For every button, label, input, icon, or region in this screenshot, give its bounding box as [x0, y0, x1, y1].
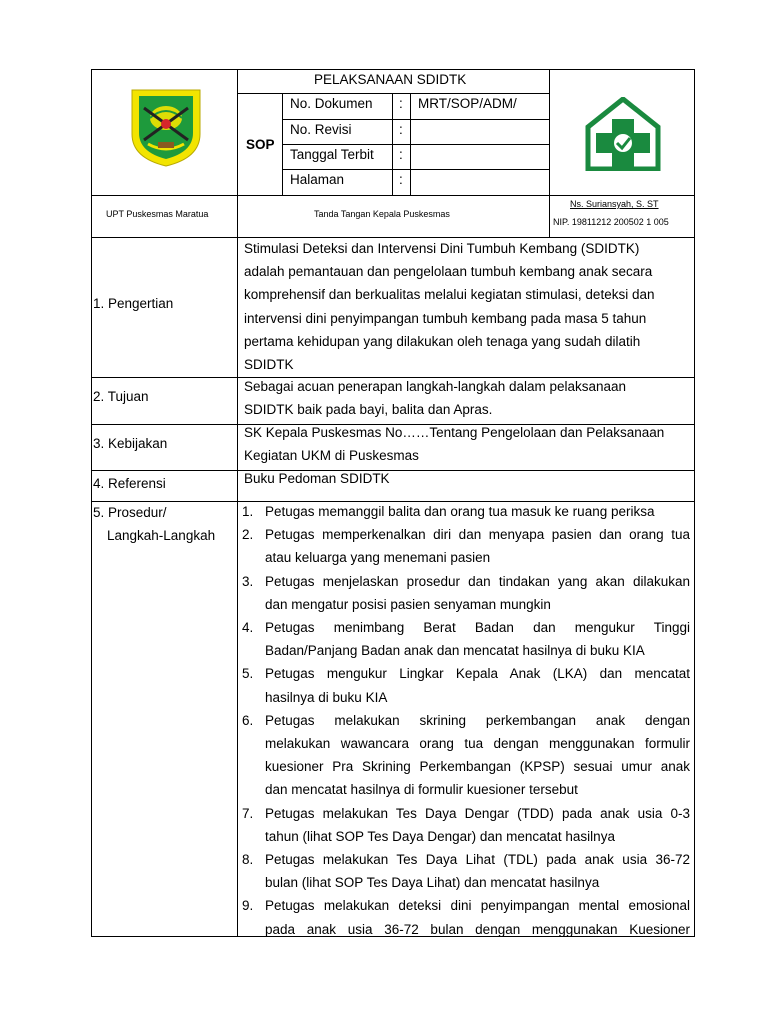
- step-number: 2.: [242, 527, 254, 543]
- tanggal-terbit-label: Tanggal Terbit: [290, 147, 374, 162]
- text-line: pada anak usia 36-72 bulan dengan menggunakan Kuesioner: [265, 921, 690, 937]
- text-line: pertama kehidupan yang dilakukan oleh tenaga yang sudah dilatih: [244, 333, 641, 349]
- procedure-step: [242, 709, 690, 802]
- text-line: tahun (lihat SOP Tes Daya Dengar) dan mencatat hasilnya: [265, 828, 615, 844]
- text-line: SDIDTK baik pada bayi, balita dan Apras.: [244, 402, 493, 418]
- step-number: 5.: [242, 666, 254, 682]
- head-name: Ns. Suriansyah, S. ST: [570, 199, 659, 209]
- document-title: PELAKSANAAN SDIDTK: [314, 72, 467, 87]
- text-line: dan mengatur posisi pasien senyaman mungkin: [265, 596, 551, 612]
- procedure-step: [242, 662, 690, 708]
- tujuan-label: 2. Tujuan: [93, 389, 149, 404]
- step-number: 7.: [242, 805, 254, 821]
- text-line: Petugas mengukur Lingkar Kepala Anak (LKA) dan mencatat: [265, 666, 690, 682]
- org-name: UPT Puskesmas Maratua: [106, 209, 209, 219]
- regional-crest-logo: [130, 88, 202, 168]
- step-number: 4.: [242, 620, 254, 636]
- step-number: 1.: [242, 504, 254, 519]
- tanggal-terbit-colon: :: [399, 147, 403, 162]
- tujuan-text: [244, 375, 664, 421]
- step-number: 6.: [242, 712, 254, 728]
- text-line: Kegiatan UKM di Puskesmas: [244, 448, 419, 464]
- procedure-step: [242, 616, 690, 662]
- kebijakan-text: [244, 421, 689, 467]
- no-dokumen-colon: :: [399, 96, 403, 111]
- text-line: Petugas melakukan Tes Daya Lihat (TDL) pada anak usia 36-72: [265, 852, 690, 868]
- text-line: SK Kepala Puskesmas No……Tentang Pengelolaan dan Pelaksanaan: [244, 425, 665, 440]
- procedure-step: [242, 894, 690, 940]
- prosedur-label: 5. Prosedur/: [93, 505, 167, 520]
- text-line: Buku Pedoman SDIDTK: [244, 471, 390, 486]
- text-line: atau keluarga yang menemani pasien: [265, 550, 491, 566]
- referensi-label: 4. Referensi: [93, 476, 166, 491]
- procedure-step: [242, 802, 690, 848]
- pengertian-text: [244, 237, 662, 376]
- text-line: adalah pemantauan dan pengelolaan tumbuh kembang anak secara: [244, 264, 653, 280]
- puskesmas-cross-logo: [584, 97, 662, 171]
- text-line: Petugas menimbang Berat Badan dan mengukur Tinggi: [265, 620, 690, 636]
- procedure-list: [242, 500, 690, 941]
- procedure-step: [242, 848, 690, 894]
- text-line: Petugas memperkenalkan diri dan menyapa pasien dan orang tua: [265, 527, 690, 543]
- text-line: dan mencatat hasilnya di formulir kuesioner tersebut: [265, 782, 578, 798]
- kebijakan-label: 3. Kebijakan: [93, 436, 168, 451]
- text-line: Sebagai acuan penerapan langkah-langkah dalam pelaksanaan: [244, 379, 627, 394]
- text-line: SDIDTK: [244, 357, 294, 373]
- text-line: Stimulasi Deteksi dan Intervensi Dini Tumbuh Kembang (SDIDTK): [244, 241, 640, 256]
- text-line: Petugas menjelaskan prosedur dan tindakan yang akan dilakukan: [265, 573, 690, 589]
- no-dokumen-label: No. Dokumen: [290, 96, 373, 111]
- no-revisi-colon: :: [399, 122, 403, 137]
- procedure-step: [242, 523, 690, 569]
- text-line: kuesioner Pra Skrining Perkembangan (KPSP) sesuai umur anak: [265, 759, 690, 775]
- halaman-colon: :: [399, 172, 403, 187]
- no-revisi-label: No. Revisi: [290, 122, 352, 137]
- procedure-step: [242, 570, 690, 616]
- text-line: hasilnya di buku KIA: [265, 689, 388, 705]
- referensi-text: [244, 467, 544, 490]
- halaman-label: Halaman: [290, 172, 345, 187]
- text-line: bulan (lihat SOP Tes Daya Lihat) dan mencatat hasilnya: [265, 875, 600, 891]
- step-number: 3.: [242, 573, 254, 589]
- text-line: Petugas melakukan skrining perkembangan anak dengan: [265, 712, 690, 728]
- text-line: melakukan wawancara orang tua dengan menggunakan formulir: [265, 736, 690, 752]
- procedure-step: [242, 500, 690, 523]
- text-line: komprehensif dan berkualitas melalui kegiatan stimulasi, deteksi dan: [244, 287, 655, 303]
- sop-label: SOP: [246, 137, 275, 152]
- pengertian-label: 1. Pengertian: [93, 296, 174, 311]
- head-nip: NIP. 19811212 200502 1 005: [553, 217, 669, 227]
- text-line: Petugas melakukan deteksi dini penyimpangan mental emosional: [265, 898, 690, 914]
- signature-caption: Tanda Tangan Kepala Puskesmas: [314, 209, 450, 219]
- text-line: Badan/Panjang Badan anak dan mencatat hasilnya di buku KIA: [265, 643, 645, 659]
- prosedur-label-2: Langkah-Langkah: [107, 528, 216, 543]
- text-line: Petugas memanggil balita dan orang tua masuk ke ruang periksa: [265, 504, 655, 519]
- step-number: 8.: [242, 852, 254, 868]
- no-dokumen-value: MRT/SOP/ADM/: [418, 96, 517, 111]
- step-number: 9.: [242, 898, 254, 914]
- text-line: Petugas melakukan Tes Daya Dengar (TDD) pada anak usia 0-3: [265, 805, 690, 821]
- text-line: intervensi dini penyimpangan tumbuh kembang pada masa 5 tahun: [244, 310, 647, 326]
